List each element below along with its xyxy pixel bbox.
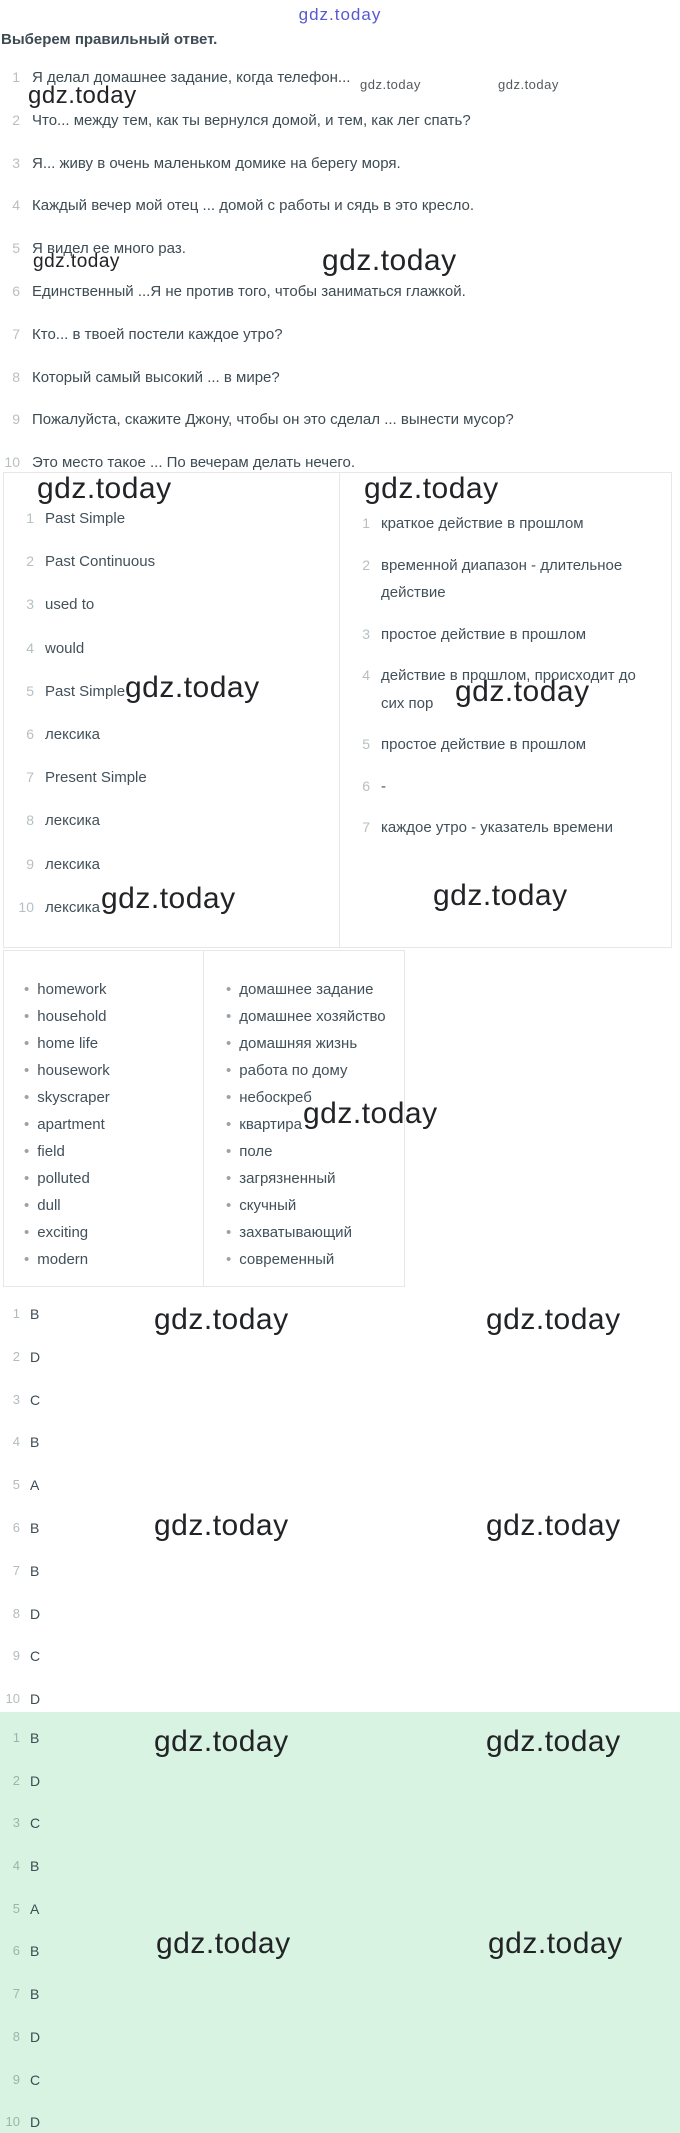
vocab-item: [4, 1169, 203, 1196]
vocabulary-english-list: [4, 980, 203, 1277]
analysis-item: [340, 662, 671, 717]
gdz-watermark: gdz.today: [303, 1097, 438, 1130]
bullet-icon: •: [226, 1035, 232, 1052]
question-text: Который самый высокий ... в мире?: [32, 368, 280, 386]
question-number: 6: [12, 282, 20, 299]
vocab-word-ru: современный: [239, 1251, 335, 1268]
answer-row: [0, 1846, 680, 1889]
vocab-item: [4, 1088, 203, 1115]
analysis-explanation-column: [340, 472, 672, 948]
bullet-icon: •: [24, 1170, 30, 1187]
answer-number: 2: [12, 1348, 20, 1364]
bullet-icon: •: [24, 1062, 30, 1079]
answer-number: 8: [12, 2028, 20, 2044]
answer-number: 5: [12, 1477, 20, 1493]
answer-number: 1: [12, 1306, 20, 1321]
question-text: Пожалуйста, скажите Джону, чтобы он это сделал ... вынести мусор?: [32, 411, 514, 429]
answer-number: 6: [12, 1943, 20, 1959]
vocab-word-en: skyscraper: [37, 1089, 110, 1106]
bullet-icon: •: [24, 1116, 30, 1133]
question-item: [0, 150, 680, 193]
answer-letter: D: [30, 1691, 41, 1708]
question-number: 5: [12, 240, 20, 257]
answer-letter: B: [30, 1986, 40, 2003]
analysis-label: лексика: [45, 898, 100, 916]
vocab-item: [204, 1223, 404, 1250]
vocab-word-ru: домашнее задание: [239, 981, 374, 998]
analysis-explanation-list: [340, 510, 671, 842]
gdz-watermark: gdz.today: [125, 671, 260, 704]
bullet-icon: •: [226, 1224, 232, 1241]
question-item: [0, 321, 680, 364]
analysis-label: Past Simple: [45, 510, 126, 527]
answer-number: 3: [12, 1815, 20, 1831]
gdz-watermark: gdz.today: [154, 1509, 289, 1542]
vocab-item: [204, 1169, 404, 1196]
gdz-watermark: gdz.today: [455, 675, 590, 708]
question-number: 9: [12, 411, 20, 428]
analysis-number: 7: [26, 769, 34, 786]
analysis-number: 4: [26, 639, 34, 656]
question-text: Кто... в твоей постели каждое утро?: [32, 325, 283, 343]
analysis-item: [340, 814, 671, 842]
answer-row: [0, 1718, 680, 1761]
answer-letter: A: [30, 1900, 40, 1917]
analysis-label: Past Simple: [45, 682, 126, 700]
analysis-number: 2: [362, 556, 370, 573]
answer-row: [0, 1465, 680, 1508]
gdz-watermark: gdz.today: [154, 1303, 289, 1336]
vocab-item: [204, 980, 404, 1007]
analysis-item: [4, 812, 339, 855]
vocab-word-ru: скучный: [239, 1197, 297, 1214]
bullet-icon: •: [24, 1008, 30, 1025]
question-number: 4: [12, 197, 20, 214]
analysis-number: 10: [18, 898, 34, 915]
analysis-item: [4, 769, 339, 812]
analysis-number: 9: [26, 855, 34, 872]
vocab-word-ru: работа по дому: [239, 1062, 348, 1079]
question-number: 2: [12, 111, 20, 128]
gdz-watermark: gdz.today: [498, 77, 559, 92]
vocab-item: [204, 1034, 404, 1061]
answer-letter: B: [30, 1434, 40, 1451]
answers-confirmed-section: [0, 1712, 680, 2133]
analysis-item: [4, 683, 339, 726]
answers-confirmed-list: [0, 1718, 680, 2133]
analysis-number: 3: [26, 596, 34, 613]
bullet-icon: •: [226, 981, 232, 998]
vocabulary-english-column: [3, 950, 204, 1287]
vocab-word-en: field: [37, 1143, 65, 1160]
answer-number: 10: [5, 1691, 20, 1707]
answer-letter: C: [30, 1391, 41, 1408]
vocab-word-en: home life: [37, 1035, 99, 1052]
answer-row: [0, 2102, 680, 2133]
vocab-item: [204, 1115, 404, 1142]
answer-row: [0, 1551, 680, 1594]
analysis-item: [4, 726, 339, 769]
analysis-explanation: простое действие в прошлом: [381, 736, 587, 753]
answer-number: 4: [12, 1858, 20, 1874]
question-text: Каждый вечер мой отец ... домой с работы и сядь в это кресло.: [32, 197, 475, 215]
answer-letter: D: [30, 2028, 41, 2045]
answer-letter: B: [30, 1306, 40, 1322]
analysis-explanation: краткое действие в прошлом: [381, 515, 584, 532]
vocab-item: [204, 1250, 404, 1277]
question-number: 1: [12, 69, 20, 85]
bullet-icon: •: [226, 1008, 232, 1025]
vocab-word-ru: квартира: [239, 1116, 302, 1133]
answer-number: 8: [12, 1605, 20, 1621]
question-text: Это место такое ... По вечерам делать нечего.: [32, 454, 356, 472]
question-item: [0, 192, 680, 235]
analysis-item: [340, 773, 671, 801]
vocab-item: [4, 1007, 203, 1034]
gdz-watermark: gdz.today: [364, 472, 499, 505]
question-item: [0, 107, 680, 150]
analysis-number: 6: [362, 777, 370, 794]
answer-letter: D: [30, 1605, 41, 1622]
bullet-icon: •: [226, 1116, 232, 1133]
analysis-label: would: [45, 639, 85, 657]
answer-row: [0, 1594, 680, 1637]
analysis-number: 6: [26, 725, 34, 742]
bullet-icon: •: [226, 1197, 232, 1214]
gdz-watermark: gdz.today: [37, 472, 172, 505]
bullet-icon: •: [24, 1197, 30, 1214]
analysis-number: 1: [26, 510, 34, 526]
answer-letter: D: [30, 2114, 41, 2131]
analysis-grammar-column: [3, 472, 340, 948]
analysis-label: лексика: [45, 725, 100, 743]
answer-row: [0, 1803, 680, 1846]
bullet-icon: •: [226, 1062, 232, 1079]
vocab-word-ru: небоскреб: [239, 1089, 312, 1106]
answer-row: [0, 1508, 680, 1551]
gdz-watermark: gdz.today: [433, 879, 568, 912]
analysis-label: used to: [45, 596, 95, 614]
answer-letter: B: [30, 1858, 40, 1875]
analysis-item: [340, 552, 671, 607]
vocab-item: [204, 1061, 404, 1088]
analysis-grammar-list: [4, 510, 339, 942]
question-item: [0, 278, 680, 321]
vocab-word-ru: поле: [239, 1143, 273, 1160]
analysis-item: [340, 731, 671, 759]
answer-number: 1: [12, 1730, 20, 1745]
analysis-number: 5: [362, 736, 370, 752]
vocab-item: [4, 1115, 203, 1142]
bullet-icon: •: [226, 1170, 232, 1187]
analysis-number: 7: [362, 819, 370, 835]
answer-row: [0, 2017, 680, 2060]
analysis-item: [4, 510, 339, 553]
gdz-watermark: gdz.today: [488, 1927, 623, 1960]
answer-row: [0, 1422, 680, 1465]
analysis-number: 2: [26, 553, 34, 570]
analysis-number: 1: [362, 515, 370, 531]
vocab-word-en: polluted: [37, 1170, 90, 1187]
answer-row: [0, 1889, 680, 1932]
analysis-label: лексика: [45, 855, 100, 873]
bullet-icon: •: [24, 1251, 30, 1268]
vocab-word-en: modern: [37, 1251, 89, 1268]
analysis-item: [4, 856, 339, 899]
gdz-watermark: gdz.today: [360, 77, 421, 92]
answer-letter: C: [30, 1648, 41, 1665]
answer-row: [0, 1927, 680, 1974]
vocab-item: [204, 1088, 404, 1115]
gdz-watermark: gdz.today: [28, 82, 137, 109]
vocab-word-en: homework: [37, 981, 107, 998]
vocab-word-ru: загрязненный: [239, 1170, 336, 1187]
answer-letter: C: [30, 2071, 41, 2088]
vocab-word-en: apartment: [37, 1116, 105, 1133]
answer-row: [0, 1761, 680, 1804]
answer-row: [0, 2060, 680, 2103]
answer-number: 6: [12, 1519, 20, 1535]
answer-number: 9: [12, 2071, 20, 2087]
question-item: [0, 364, 680, 407]
analysis-item: [4, 553, 339, 596]
answer-number: 10: [5, 2114, 20, 2130]
answer-row: [0, 1337, 680, 1380]
vocab-item: [4, 980, 203, 1007]
vocab-item: [4, 1061, 203, 1088]
analysis-explanation: каждое утро - указатель времени: [381, 819, 613, 836]
analysis-explanation: действие в прошлом, происходит до сих пор: [381, 667, 636, 712]
analysis-number: 4: [362, 667, 370, 683]
analysis-item: [4, 596, 339, 639]
question-number: 7: [12, 325, 20, 342]
question-number: 3: [12, 154, 20, 171]
vocab-word-en: dull: [37, 1197, 61, 1214]
gdz-watermark: gdz.today: [486, 1509, 621, 1542]
question-text: Я делал домашнее задание, когда телефон...: [32, 69, 351, 86]
question-number: 10: [4, 454, 20, 471]
answer-letter: B: [30, 1730, 40, 1746]
question-text: Что... между тем, как ты вернулся домой, и тем, как лег спать?: [32, 111, 471, 129]
analysis-number: 3: [362, 625, 370, 642]
answer-number: 7: [12, 1986, 20, 2002]
vocab-item: [4, 1196, 203, 1223]
analysis-item: [4, 899, 339, 942]
analysis-number: 8: [26, 812, 34, 829]
vocabulary-russian-column: [204, 950, 405, 1287]
answer-number: 7: [12, 1562, 20, 1578]
vocab-item: [4, 1250, 203, 1277]
answer-letter: A: [30, 1477, 40, 1494]
bullet-icon: •: [24, 1089, 30, 1106]
vocab-item: [204, 1142, 404, 1169]
answer-number: 4: [12, 1434, 20, 1450]
vocab-word-ru: захватывающий: [239, 1224, 352, 1241]
answers-list: [0, 1294, 680, 1722]
bullet-icon: •: [24, 1035, 30, 1052]
analysis-section: [3, 472, 672, 948]
answer-letter: B: [30, 1519, 40, 1536]
answer-row: [0, 1636, 680, 1679]
vocab-item: [4, 1142, 203, 1169]
vocab-item: [4, 1223, 203, 1250]
bullet-icon: •: [226, 1143, 232, 1160]
gdz-watermark: gdz.today: [322, 244, 457, 277]
vocabulary-section: [3, 950, 405, 1287]
vocab-item: [204, 1196, 404, 1223]
bullet-icon: •: [226, 1089, 232, 1106]
analysis-item: [340, 621, 671, 649]
gdz-watermark: gdz.today: [486, 1303, 621, 1336]
bullet-icon: •: [24, 1224, 30, 1241]
question-number: 8: [12, 368, 20, 385]
answer-number: 3: [12, 1391, 20, 1407]
answer-letter: B: [30, 1562, 40, 1579]
analysis-label: Past Continuous: [45, 553, 156, 571]
question-text: Я видел ее много раз.: [32, 240, 186, 258]
answer-number: 2: [12, 1772, 20, 1788]
gdz-watermark: gdz.today: [486, 1725, 621, 1758]
question-item: [0, 64, 680, 107]
vocab-word-ru: домашняя жизнь: [239, 1035, 358, 1052]
analysis-explanation: временной диапазон - длительное действие: [381, 556, 623, 601]
page-title: Выберем правильный ответ.: [1, 31, 218, 48]
answer-row: [0, 1380, 680, 1423]
questions-list: [0, 64, 680, 492]
gdz-watermark: gdz.today: [156, 1927, 291, 1960]
gdz-watermark: gdz.today: [33, 251, 120, 272]
bullet-icon: •: [24, 981, 30, 998]
vocab-word-en: household: [37, 1008, 107, 1025]
answer-number: 5: [12, 1900, 20, 1916]
answer-letter: D: [30, 1348, 41, 1365]
question-text: Единственный ...Я не против того, чтобы заниматься глажкой.: [32, 282, 466, 300]
gdz-watermark: gdz.today: [101, 882, 236, 915]
question-item: [0, 235, 680, 278]
analysis-explanation: -: [381, 777, 386, 795]
vocab-word-en: housework: [37, 1062, 110, 1079]
answer-row: [0, 1974, 680, 2017]
bullet-icon: •: [226, 1251, 232, 1268]
analysis-number: 5: [26, 682, 34, 699]
site-logo: gdz.today: [298, 5, 382, 24]
analysis-label: лексика: [45, 812, 100, 830]
answer-row: [0, 1294, 680, 1337]
answer-letter: B: [30, 1943, 40, 1960]
answer-letter: D: [30, 1772, 41, 1789]
bullet-icon: •: [24, 1143, 30, 1160]
vocab-item: [204, 1007, 404, 1034]
vocabulary-russian-list: [204, 980, 404, 1277]
analysis-item: [340, 510, 671, 538]
vocab-word-ru: домашнее хозяйство: [239, 1008, 386, 1025]
gdz-watermark: gdz.today: [154, 1725, 289, 1758]
vocab-word-en: exciting: [37, 1224, 89, 1241]
analysis-explanation: простое действие в прошлом: [381, 625, 587, 643]
answer-letter: C: [30, 1815, 41, 1832]
question-text: Я... живу в очень маленьком домике на берегу моря.: [32, 154, 401, 172]
answer-number: 9: [12, 1648, 20, 1664]
analysis-label: Present Simple: [45, 769, 147, 787]
analysis-item: [4, 640, 339, 683]
vocab-item: [4, 1034, 203, 1061]
question-item: [0, 406, 680, 449]
